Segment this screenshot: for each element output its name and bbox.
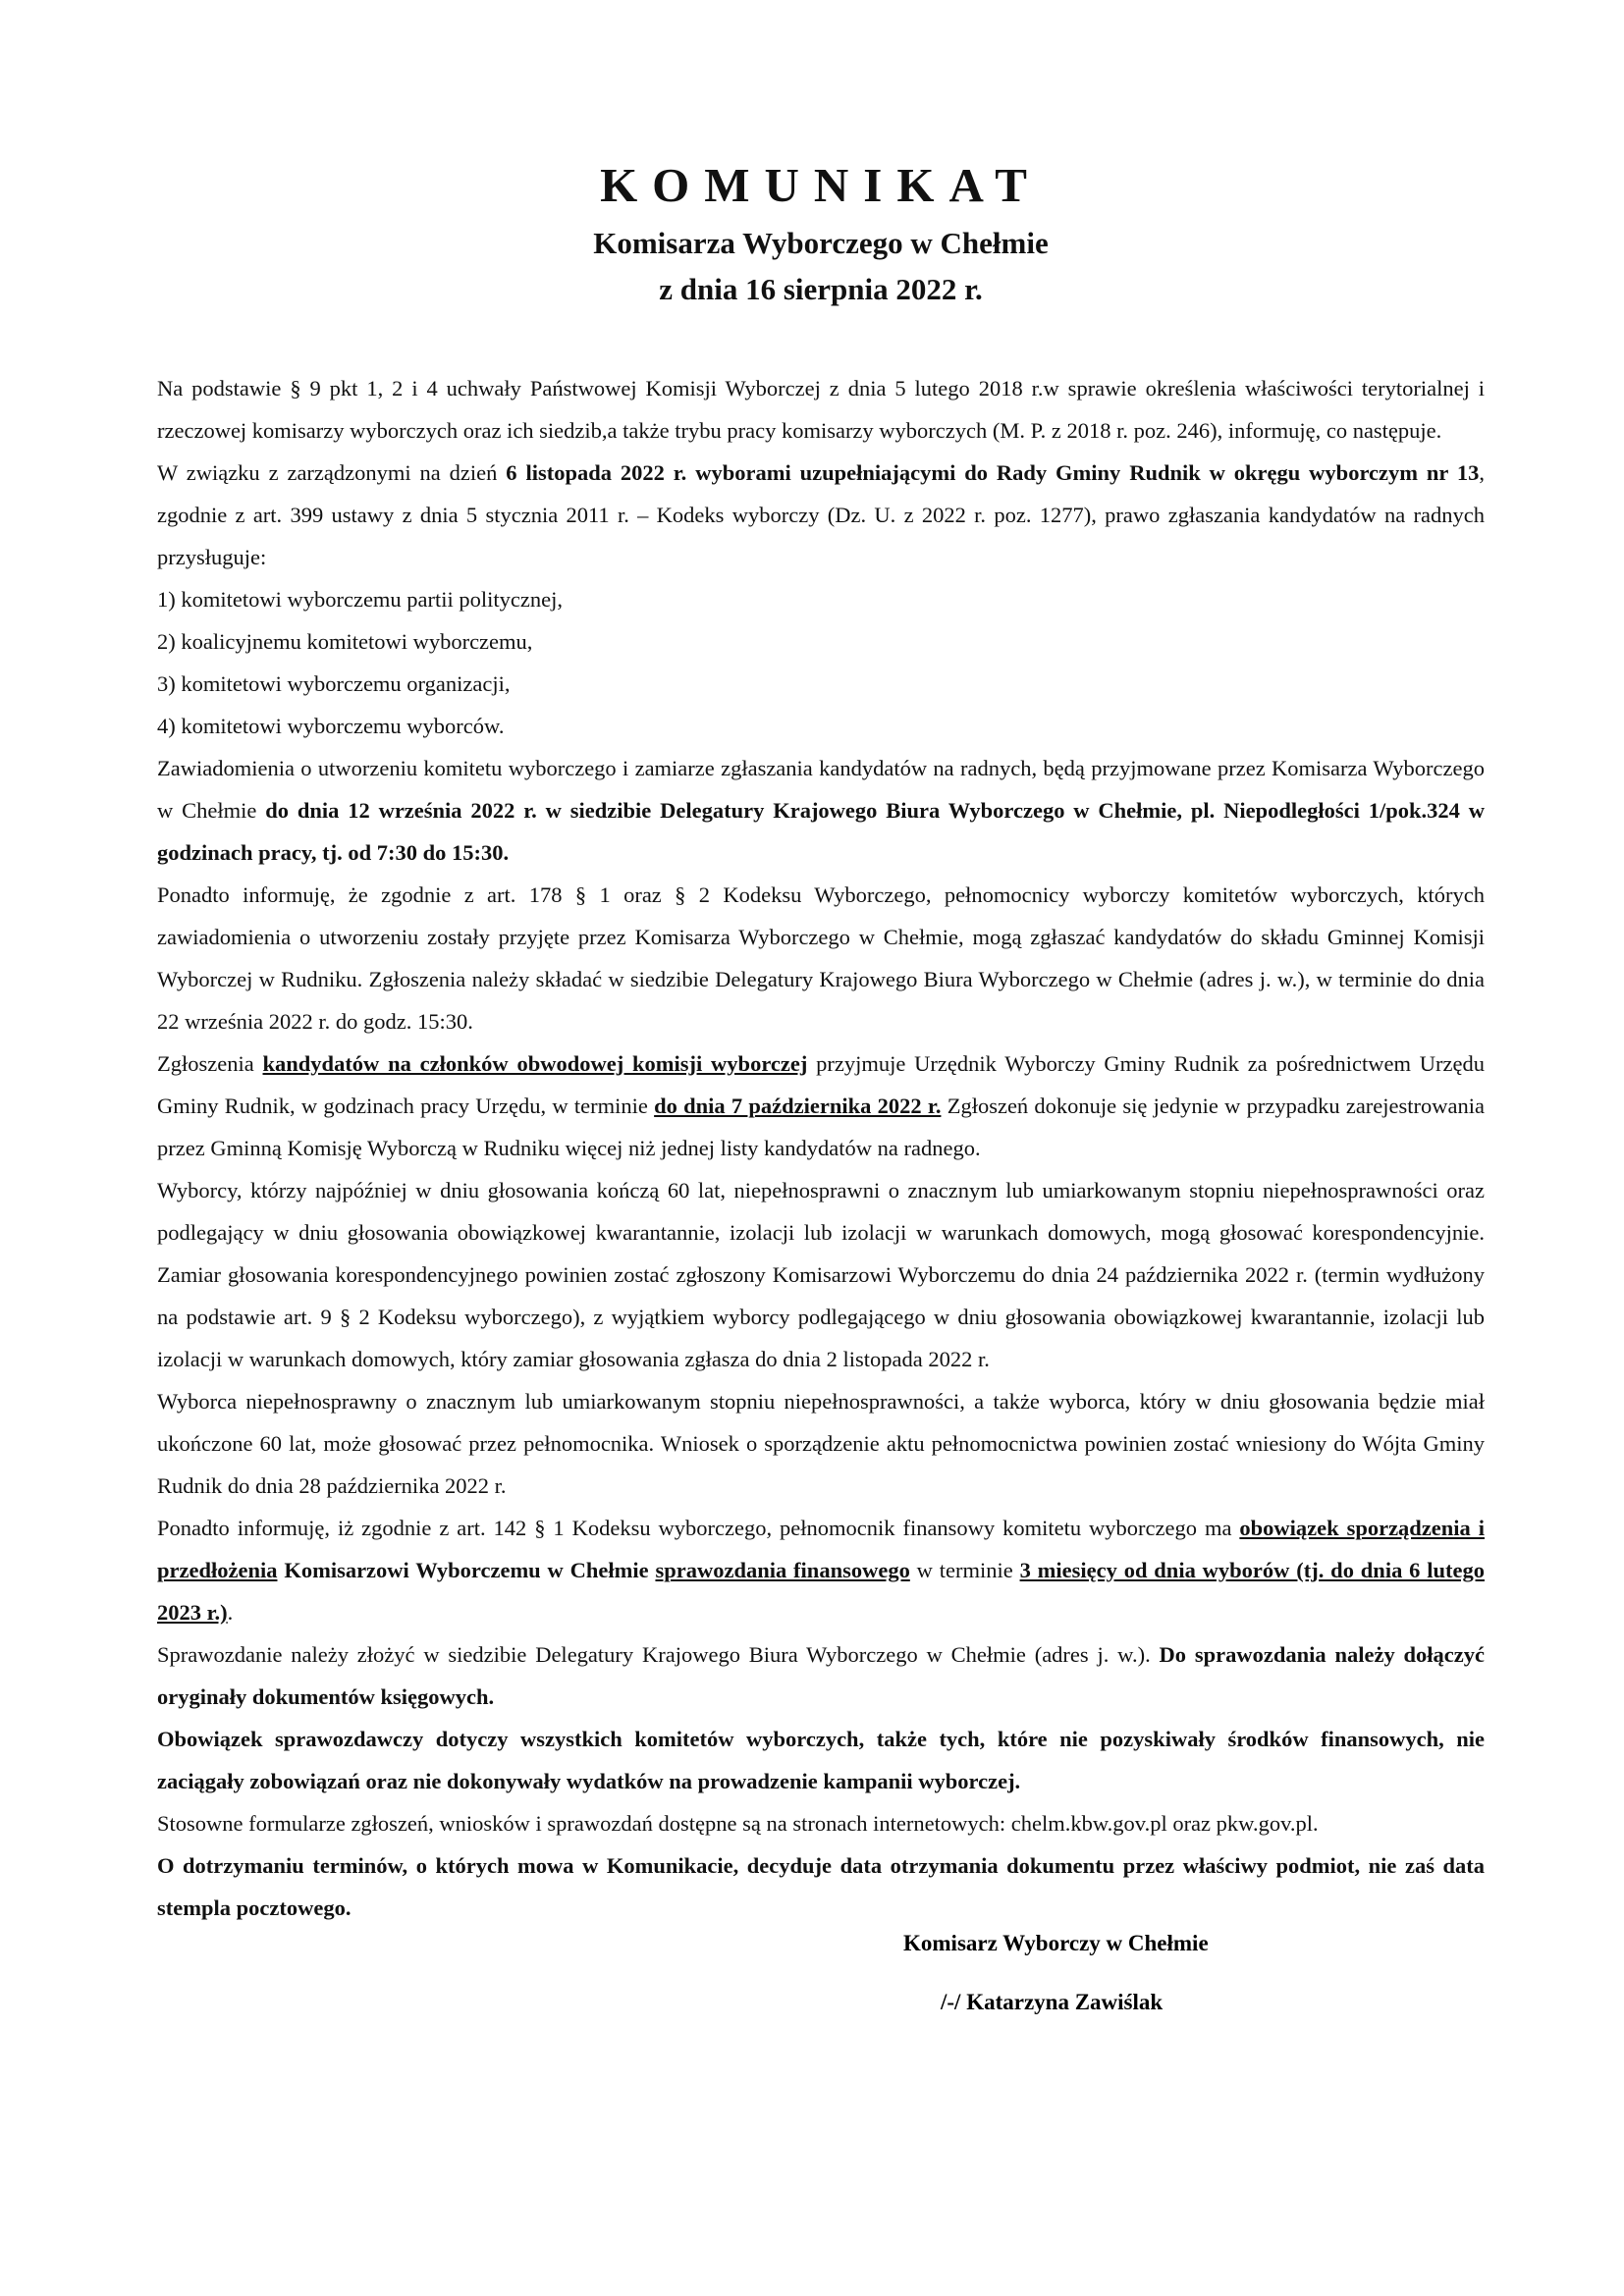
- paragraph-text: Ponadto informuję, iż zgodnie z art. 142 § 1 Kodeksu wyborczego, pełnomocnik finansowy komitetu wyborczego ma: [157, 1516, 1240, 1540]
- signature-block: [903, 1914, 1316, 2032]
- election-date-bold: 6 listopada 2022 r. wyborami uzupełniającymi do Rady Gminy Rudnik w okręgu wyborczym nr 13: [506, 460, 1480, 485]
- paragraph-reporting-obligation: Obowiązek sprawozdawczy dotyczy wszystkich komitetów wyborczych, także tych, które nie pozyskiwały środków finansowych, nie zaciągały zobowiązań oraz nie dokonywały wydatków na prowadzenie kampanii wyborczej.: [157, 1727, 1485, 1793]
- list-item: 3) komitetowi wyborczemu organizacji,: [157, 671, 511, 696]
- paragraph-text: Zgłoszenia: [157, 1051, 263, 1076]
- paragraph-text: Zawiadomienia o utworzeniu komitetu wyborczego i zamiarze zgłaszania kandydatów na radnych, będą przyjmowane przez Komisarza Wyborczego w Chełmie: [157, 756, 1485, 823]
- paragraph-deadlines-rule: O dotrzymaniu terminów, o których mowa w Komunikacie, decyduje data otrzymania dokumentu przez właściwy podmiot, nie zaś data stempla pocztowego.: [157, 1853, 1485, 1920]
- list-item: 1) komitetowi wyborczemu partii politycznej,: [157, 587, 564, 612]
- paragraph-commission-candidates: Ponadto informuję, że zgodnie z art. 178 § 1 oraz § 2 Kodeksu Wyborczego, pełnomocnicy wyborczy komitetów wyborczych, których zawiadomienia o utworzeniu zostały przyjęte przez Komisarza Wyborczego w Chełmie, mogą zgłaszać kandydatów do składu Gminnej Komisji Wyborczej w Rudniku. Zgłoszenia należy składać w siedzibie Delegatury Krajowego Biura Wyborczego w Chełmie (adres j. w.), w terminie do dnia 22 września 2022 r. do godz. 15:30.: [157, 882, 1485, 1034]
- paragraph-legal-basis: Na podstawie § 9 pkt 1, 2 i 4 uchwały Państwowej Komisji Wyborczej z dnia 5 lutego 2018 r.w sprawie określenia właściwości terytorialnej i rzeczowej komisarzy wyborczych oraz ich siedzib,a także trybu pracy komisarzy wyborczych (M. P. z 2018 r. poz. 246), informuję, co następuje.: [157, 376, 1485, 443]
- paragraph-text: Zgłoszeń dokonuje się jedynie w przypadku zarejestrowania przez Gminną Komisję Wyborczą w Rudniku więcej niż jednej listy kandydatów na radnego.: [157, 1094, 1486, 1160]
- list-item: 2) koalicyjnemu komitetowi wyborczemu,: [157, 629, 533, 654]
- paragraph-text: przyjmuje Urzędnik Wyborczy Gminy Rudnik za pośrednictwem Urzędu Gminy Rudnik, w godzinach pracy Urzędu, w terminie: [157, 1051, 1485, 1118]
- report-bold-underlined: sprawozdania finansowego: [655, 1558, 910, 1582]
- paragraph-committee-notices: [157, 747, 1485, 874]
- paragraph-forms-websites: Stosowne formularze zgłoszeń, wniosków i sprawozdań dostępne są na stronach internetowych: chelm.kbw.gov.pl oraz pkw.gov.pl.: [157, 1811, 1319, 1836]
- ward-commission-bold-underlined: kandydatów na członków obwodowej komisji wyborczej: [262, 1051, 808, 1076]
- deadline-bold-underlined: do dnia 7 października 2022 r.: [654, 1094, 942, 1118]
- paragraph-text: w terminie: [909, 1558, 1020, 1582]
- document-body: [157, 367, 1485, 1929]
- paragraph-proxy-voting: Wyborca niepełnosprawny o znacznym lub umiarkowanym stopniu niepełnosprawności, a także wyborca, który w dniu głosowania będzie miał ukończone 60 lat, może głosować przez pełnomocnika. Wniosek o sporządzenie aktu pełnomocnictwa powinien zostać wniesiony do Wójta Gminy Rudnik do dnia 28 października 2022 r.: [157, 1389, 1485, 1498]
- document-page: [157, 157, 1485, 1929]
- paragraph-postal-voting: Wyborcy, którzy najpóźniej w dniu głosowania kończą 60 lat, niepełnosprawni o znacznym lub umiarkowanym stopniu niepełnosprawności oraz podlegający w dniu głosowania obowiązkowej kwarantannie, izolacji lub izolacji w warunkach domowych, mogą głosować korespondencyjnie. Zamiar głosowania korespondencyjnego powinien zostać zgłoszony Komisarzowi Wyborczemu do dnia 24 października 2022 r. (termin wydłużony na podstawie art. 9 § 2 Kodeksu wyborczego), z wyjątkiem wyborcy podlegającego w dniu głosowania obowiązkowej kwarantannie, izolacji lub izolacji w warunkach domowych, który zamiar głosowania zgłasza do dnia 2 listopada 2022 r.: [157, 1178, 1485, 1371]
- paragraph-ward-commission: [157, 1042, 1485, 1169]
- paragraph-text: .: [227, 1600, 234, 1625]
- paragraph-election-info: [157, 452, 1485, 578]
- commissioner-bold: Komisarzowi Wyborczemu w Chełmie: [277, 1558, 656, 1582]
- obligation-bold-underlined: obowiązek sporządzenia i przedłożenia: [157, 1516, 1485, 1582]
- deadline-bold: do dnia 12 września 2022 r. w siedzibie Delegatury Krajowego Biura Wyborczego w Chełmie, pl. Niepodległości 1/pok.324 w godzinach pracy, tj. od 7:30 do 15:30.: [157, 798, 1485, 865]
- document-subtitle-issuer: Komisarza Wyborczego w Chełmie: [593, 226, 1049, 260]
- paragraph-financial-report: [157, 1507, 1485, 1633]
- signature-role: Komisarz Wyborczy w Chełmie: [903, 1931, 1209, 1955]
- document-subtitle-date: z dnia 16 sierpnia 2022 r.: [659, 272, 983, 306]
- signature-name: /-/ Katarzyna Zawiślak: [941, 1990, 1164, 2014]
- attach-documents-bold: Do sprawozdania należy dołączyć oryginały dokumentów księgowych.: [157, 1642, 1485, 1709]
- paragraph-text: Sprawozdanie należy złożyć w siedzibie Delegatury Krajowego Biura Wyborczego w Chełmie (adres j. w.).: [157, 1642, 1160, 1667]
- document-title: KOMUNIKAT: [600, 158, 1042, 212]
- list-item: 4) komitetowi wyborczemu wyborców.: [157, 714, 505, 738]
- paragraph-text: W związku z zarządzonymi na dzień: [157, 460, 507, 485]
- paragraph-text: , zgodnie z art. 399 ustawy z dnia 5 stycznia 2011 r. – Kodeks wyborczy (Dz. U. z 2022 r. poz. 1277), prawo zgłaszania kandydatów na radnych przysługuje:: [157, 460, 1486, 569]
- paragraph-report-submission: [157, 1633, 1485, 1718]
- report-deadline-bold-underlined: 3 miesięcy od dnia wyborów (tj. do dnia 6 lutego 2023 r.): [157, 1558, 1485, 1625]
